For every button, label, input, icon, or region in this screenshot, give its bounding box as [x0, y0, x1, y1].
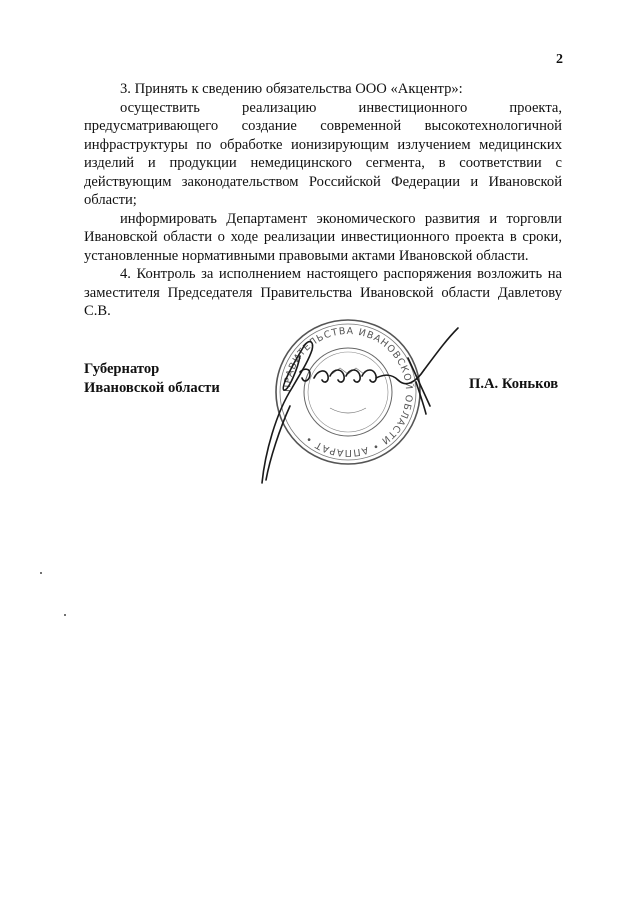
paragraph-item-3: 3. Принять к сведению обязательства ООО «Акцентр»: — [120, 81, 463, 97]
paragraph-item-3-1: осуществить реализацию инвестиционного проекта, предусматривающего создание современной высокотехнологичной инфраструктуры по обработке ионизирующим излучением медицинских изделий и продукции немедицинского сегмента, в соответствии с действующим законодательством Российской Федерации и Ивановской области; — [84, 99, 562, 208]
handwritten-signature — [240, 318, 470, 486]
seal-text: ПРАВИТЕЛЬСТВА ИВАНОВСКОЙ ОБЛАСТИ • АППАРАТ • — [281, 325, 415, 459]
signatory-region: Ивановской области — [84, 380, 220, 396]
paragraph-item-3-2: информировать Департамент экономического развития и торговли Ивановской области о ходе реализации инвестиционного проекта в сроки, установленные нормативными правовыми актами Ивановской области. — [84, 210, 562, 264]
document-body — [84, 80, 562, 321]
signatory-position — [84, 360, 220, 398]
page-number: 2 — [556, 52, 563, 67]
scan-speck — [40, 572, 42, 574]
signatory-name: П.А. Коньков — [469, 376, 559, 392]
paragraph-item-4: 4. Контроль за исполнением настоящего распоряжения возложить на заместителя Председателя Правительства Ивановской области Давлетову С.В. — [84, 266, 562, 319]
signatory-title: Губернатор — [84, 361, 160, 377]
scan-speck — [64, 614, 66, 616]
